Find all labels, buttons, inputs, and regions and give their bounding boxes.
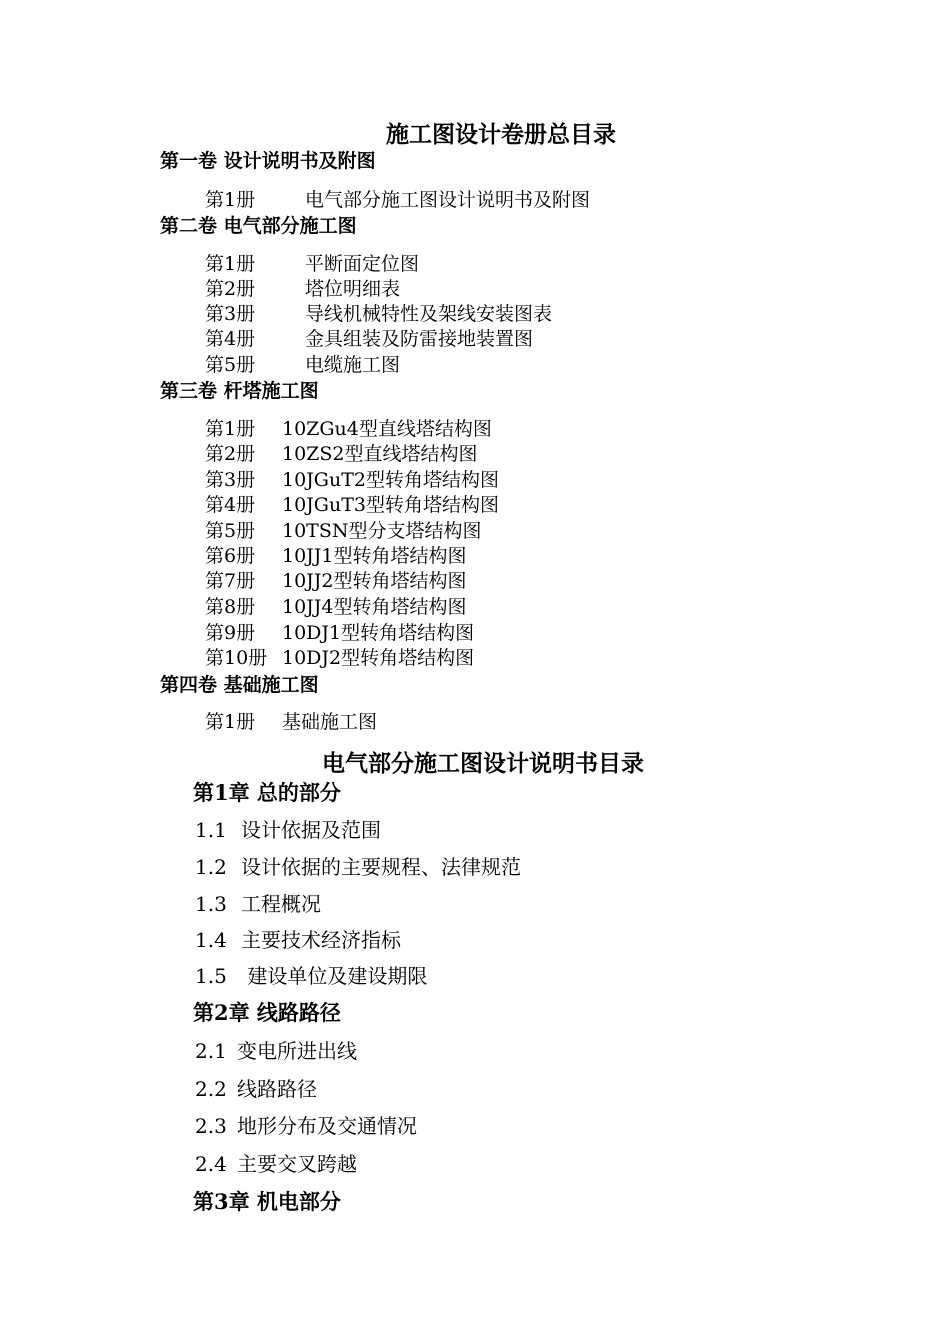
book-name: 10ZS2型直线塔结构图 (282, 443, 478, 465)
book-name: 平断面定位图 (305, 253, 420, 275)
book-number: 第5册 (205, 354, 256, 376)
section-number: 1.3 (195, 892, 227, 916)
section-item (195, 924, 401, 953)
book-number: 第4册 (205, 328, 256, 350)
toc-item (205, 185, 590, 212)
section-name: 地形分布及交通情况 (237, 1114, 417, 1138)
book-name: 基础施工图 (282, 711, 378, 733)
toc-item (205, 541, 467, 568)
book-name: 金具组装及防雷接地装置图 (305, 328, 534, 350)
chapter-heading: 第3章 机电部分 (193, 1189, 341, 1214)
chapter-heading: 第1章 总的部分 (193, 780, 341, 805)
book-name: 电气部分施工图设计说明书及附图 (305, 189, 591, 211)
book-number: 第1册 (205, 253, 256, 275)
toc-item (205, 249, 419, 276)
toc-item (205, 516, 482, 543)
section-item (195, 851, 521, 880)
toc-item (205, 592, 467, 619)
section-number: 1.2 (195, 855, 227, 879)
section-number: 2.2 (195, 1077, 227, 1101)
section-item (195, 1073, 317, 1102)
toc-item (205, 414, 492, 441)
book-name: 10DJ1型转角塔结构图 (282, 622, 475, 644)
toc-item (205, 618, 474, 645)
section-number: 1.4 (195, 928, 227, 952)
book-number: 第1册 (205, 189, 256, 211)
book-name: 电缆施工图 (305, 354, 401, 376)
book-name: 10JGuT3型转角塔结构图 (282, 494, 499, 516)
book-number: 第1册 (205, 418, 256, 440)
section-item (195, 960, 427, 989)
toc-title: 施工图设计卷册总目录 (386, 121, 616, 148)
toc-item (205, 350, 400, 377)
chapter-heading: 第2章 线路路径 (193, 1000, 341, 1025)
volume-heading: 第二卷 电气部分施工图 (160, 215, 357, 237)
volume-heading: 第四卷 基础施工图 (160, 674, 319, 696)
volume-heading: 第一卷 设计说明书及附图 (160, 150, 376, 172)
book-name: 导线机械特性及架线安装图表 (305, 303, 553, 325)
section-item (195, 1148, 357, 1177)
book-name: 10ZGu4型直线塔结构图 (282, 418, 492, 440)
book-name: 10JJ1型转角塔结构图 (282, 545, 467, 567)
section-item (195, 814, 381, 843)
section-item (195, 1110, 417, 1139)
section-name: 建设单位及建设期限 (241, 964, 428, 988)
book-number: 第5册 (205, 520, 256, 542)
book-name: 塔位明细表 (305, 278, 401, 300)
book-name: 10JJ2型转角塔结构图 (282, 570, 467, 592)
book-name: 10JGuT2型转角塔结构图 (282, 469, 499, 491)
section-name: 线路路径 (237, 1077, 317, 1101)
section-name: 主要交叉跨越 (237, 1152, 357, 1176)
book-number: 第8册 (205, 596, 256, 618)
book-number: 第9册 (205, 622, 256, 644)
section-name: 主要技术经济指标 (241, 928, 401, 952)
book-name: 10DJ2型转角塔结构图 (282, 647, 475, 669)
section-name: 工程概况 (241, 892, 321, 916)
book-name: 10TSN型分支塔结构图 (282, 520, 482, 542)
section-name: 设计依据及范围 (241, 818, 381, 842)
section-number: 2.3 (195, 1114, 227, 1138)
section-name: 设计依据的主要规程、法律规范 (241, 855, 521, 879)
section-number: 2.1 (195, 1039, 227, 1063)
section-name: 变电所进出线 (237, 1039, 357, 1063)
book-number: 第6册 (205, 545, 256, 567)
book-number: 第7册 (205, 570, 256, 592)
toc-item (205, 643, 474, 670)
section-item (195, 888, 321, 917)
book-number: 第10册 (205, 647, 268, 669)
section-item (195, 1035, 357, 1064)
section-number: 2.4 (195, 1152, 227, 1176)
volume-heading: 第三卷 杆塔施工图 (160, 380, 319, 402)
toc-item (205, 439, 477, 466)
toc-item (205, 274, 400, 301)
book-number: 第1册 (205, 711, 256, 733)
toc-title: 电气部分施工图设计说明书目录 (322, 750, 644, 777)
book-number: 第4册 (205, 494, 256, 516)
section-number: 1.1 (195, 818, 227, 842)
toc-item (205, 490, 499, 517)
book-number: 第2册 (205, 278, 256, 300)
book-name: 10JJ4型转角塔结构图 (282, 596, 467, 618)
toc-item (205, 707, 377, 734)
book-number: 第3册 (205, 303, 256, 325)
book-number: 第3册 (205, 469, 256, 491)
toc-item (205, 566, 467, 593)
toc-item (205, 324, 533, 351)
book-number: 第2册 (205, 443, 256, 465)
toc-item (205, 299, 552, 326)
toc-item (205, 465, 499, 492)
section-number: 1.5 (195, 964, 227, 988)
